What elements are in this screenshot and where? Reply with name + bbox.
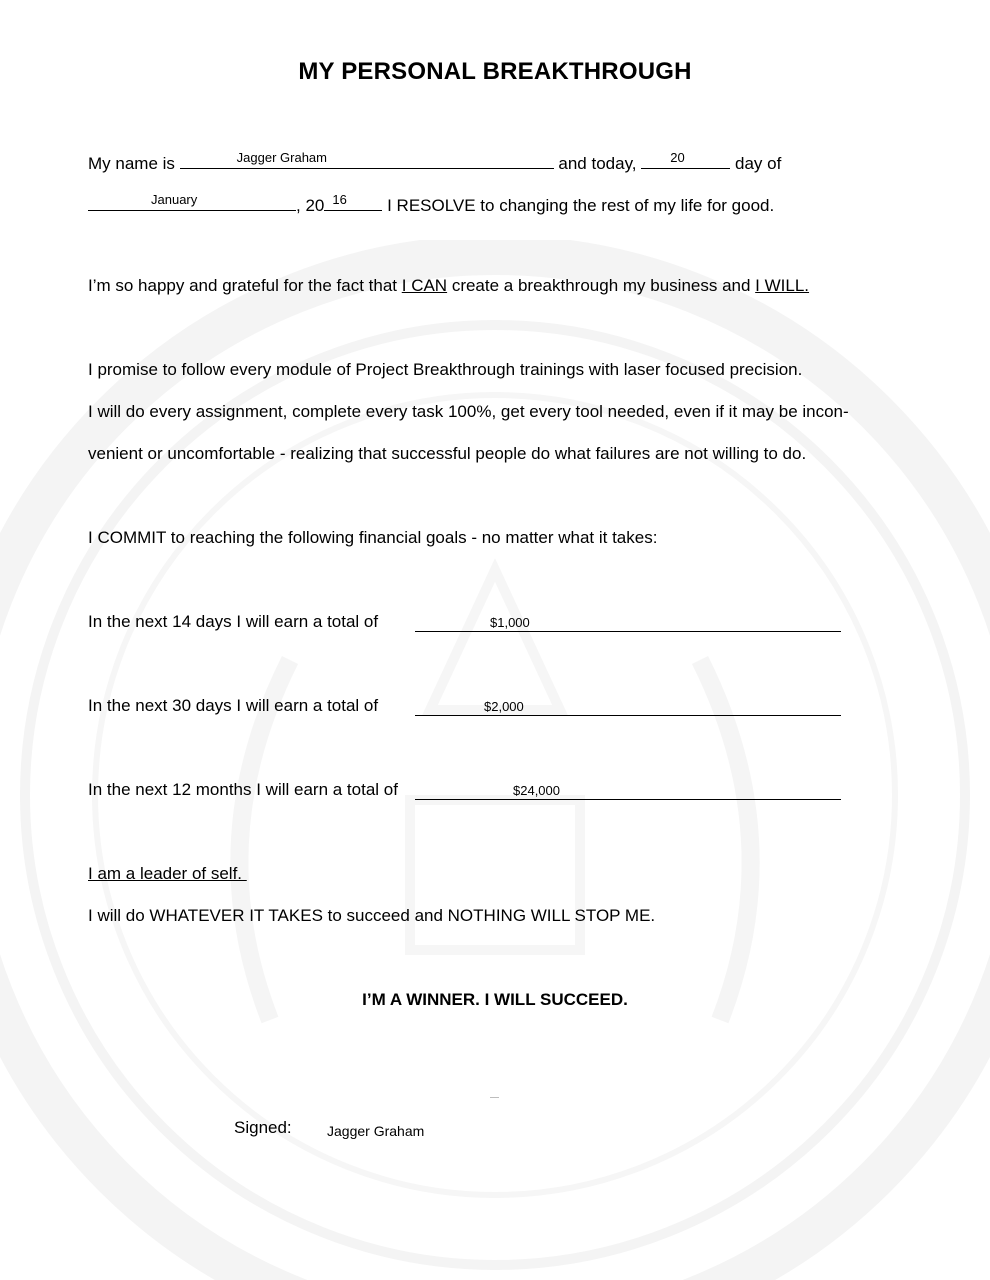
- divider-mark: [490, 1097, 499, 1098]
- goal-label: In the next 30 days I will earn a total of: [88, 696, 379, 715]
- promise-line-2: I will do every assignment, complete every task 100%, get every tool needed, even if it may be incon-: [88, 402, 849, 421]
- i-will-text: I WILL.: [755, 276, 810, 295]
- goal-value: $1,000: [490, 615, 530, 630]
- goal-field-14-days[interactable]: [415, 613, 841, 632]
- day-value: 20: [670, 150, 685, 165]
- goal-label: In the next 14 days I will earn a total of: [88, 612, 379, 631]
- whatever-line: I will do WHATEVER IT TAKES to succeed and NOTHING WILL STOP ME.: [88, 906, 656, 925]
- month-field[interactable]: [88, 192, 296, 211]
- year-field[interactable]: [324, 192, 382, 211]
- goal-row: [88, 780, 398, 800]
- signed-label: Signed:: [234, 1118, 292, 1137]
- goal-value: $24,000: [513, 783, 560, 798]
- date-line: [88, 192, 774, 216]
- goal-row: [88, 612, 378, 632]
- day-of-text: day of: [735, 154, 782, 173]
- motto: I’M A WINNER. I WILL SUCCEED.: [362, 990, 628, 1009]
- promise-line-3: venient or uncomfortable - realizing that successful people do what failures are not willing to do.: [88, 444, 807, 463]
- promise-line-1: I promise to follow every module of Project Breakthrough trainings with laser focused precision.: [88, 360, 803, 379]
- leader-line: I am a leader of self.: [88, 864, 247, 883]
- today-text: and today,: [558, 154, 637, 173]
- day-field[interactable]: [641, 150, 730, 169]
- year-prefix: , 20: [296, 196, 325, 215]
- page-title: MY PERSONAL BREAKTHROUGH: [298, 58, 692, 85]
- year-value: 16: [332, 192, 347, 207]
- i-can-text: I CAN: [401, 276, 448, 295]
- commit-line: I COMMIT to reaching the following financial goals - no matter what it takes:: [88, 528, 658, 547]
- resolve-text: I RESOLVE to changing the rest of my life for good.: [387, 196, 775, 215]
- seal-watermark: [0, 240, 990, 1280]
- goal-field-30-days[interactable]: [415, 697, 841, 716]
- name-value: Jagger Graham: [236, 150, 327, 165]
- goal-field-12-months[interactable]: [415, 781, 841, 800]
- name-field[interactable]: [180, 150, 554, 169]
- gratitude-before: I’m so happy and grateful for the fact that: [88, 276, 402, 295]
- goal-row: [88, 696, 378, 716]
- name-line: [88, 150, 781, 174]
- month-value: January: [151, 192, 198, 207]
- gratitude-middle: create a breakthrough my business and: [447, 276, 756, 295]
- goal-label: In the next 12 months I will earn a total of: [88, 780, 398, 799]
- signature-field[interactable]: Jagger Graham: [327, 1123, 425, 1139]
- goal-value: $2,000: [484, 699, 524, 714]
- name-prefix: My name is: [88, 154, 175, 173]
- gratitude-line: [88, 276, 809, 296]
